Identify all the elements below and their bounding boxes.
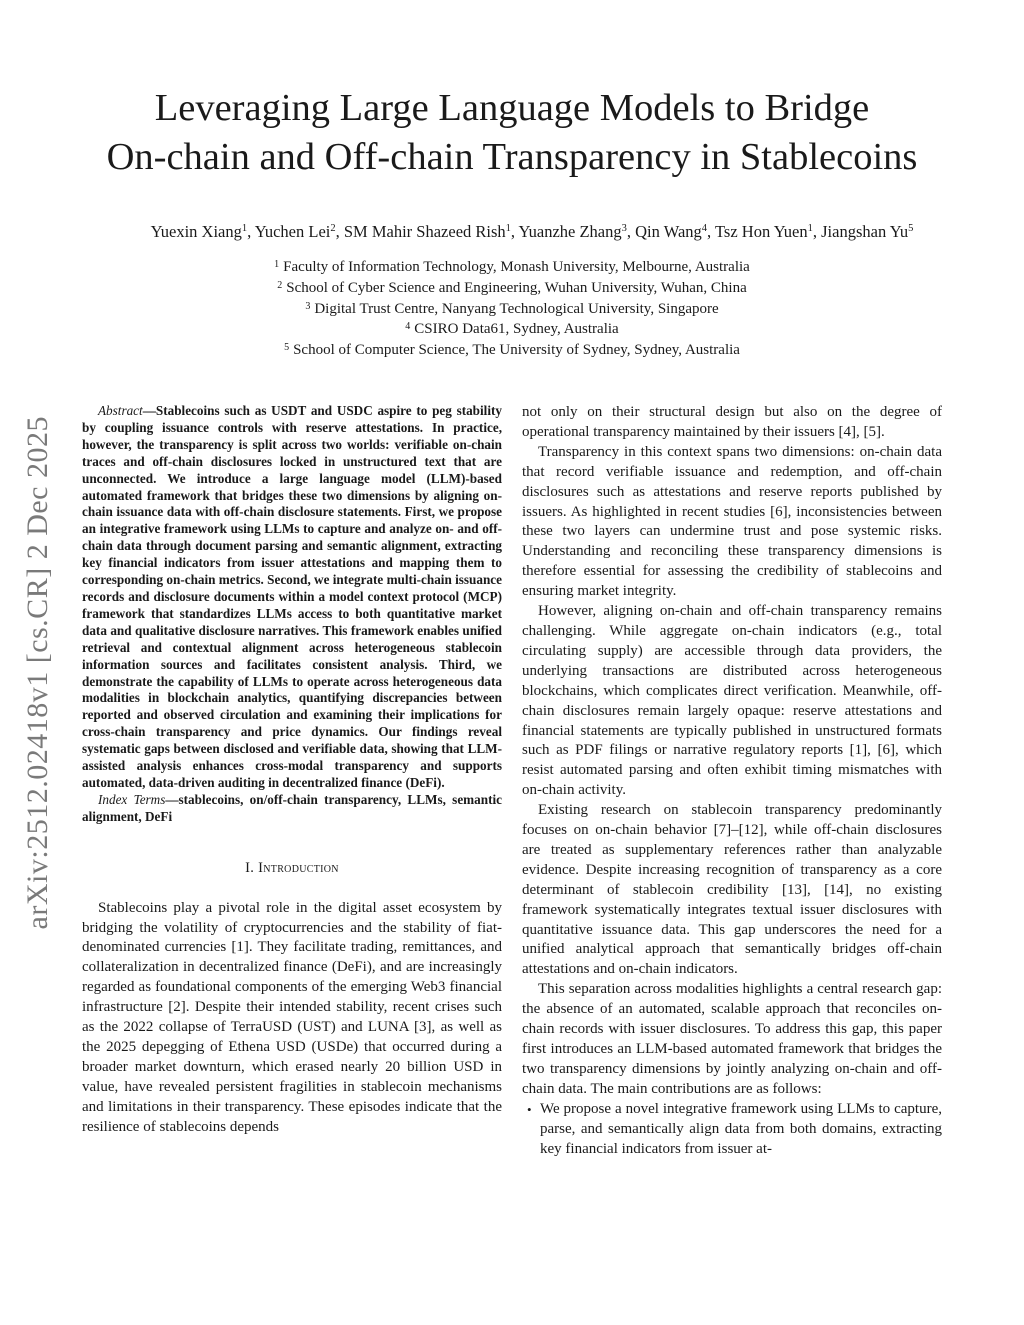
author: Jiangshan Yu$^5$ [821, 222, 914, 241]
paper-title [60, 84, 964, 182]
author: SM Mahir Shazeed Rish$^1$ [343, 222, 511, 241]
contributions-list [522, 1100, 942, 1160]
intro-paragraph: However, aligning on-chain and off-chain transparency remains challenging. While aggregate on-chain indicators (e.g., total circulating supply) are accessible through data providers, the underlying transactions are distributed across heterogeneous blockchains, which complicates direct verification. Meanwhile, off-chain disclosures remain largely opaque: reserve attestations and financial statements are typically published in unstructured formats such as PDF filings or narrative regulatory reports [1], [6], which resist automated parsing and often exhibit timing mismatches with on-chain activity. [522, 603, 942, 799]
affiliation: $^2$ School of Cyber Science and Engineering, Wuhan University, Wuhan, China [277, 279, 747, 296]
bullet-icon: • [527, 1101, 532, 1117]
affiliation: $^1$ Faculty of Information Technology, Monash University, Melbourne, Australia [274, 259, 750, 275]
author-list: Yuexin Xiang$^1$, Yuchen Lei$^2$, SM Mahir Shazeed Rish$^1$, Yuanzhe Zhang$^3$, Qin Wang$^4$, Tsz Hon Yuen$^1$, Jiangshan Yu$^5$ [150, 222, 914, 241]
author: Yuexin Xiang$^1$ [150, 222, 248, 241]
index-terms [82, 792, 502, 826]
intro-paragraph: Stablecoins play a pivotal role in the digital asset ecosystem by bridging the volatility of cryptocurrencies and the stability of fiat-denominated currencies [1]. They facilitate trading, remittances, and collateralization in decentralized finance (DeFi), and are increasingly regarded as foundational components of the emerging Web3 financial infrastructure [2]. Despite their intended stability, recent crises such as the 2022 collapse of TerraUSD (UST) and LUNA [3], as well as the 2025 depegging of Ethena USD (USDe) that occurred during a broader market downturn, which erased nearly 20 billion USD in value, have revealed persistent fragilities in stablecoin mechanisms and limitations in their transparency. These episodes indicate that the resilience of stablecoins depends [82, 899, 502, 1135]
title-line-1: Leveraging Large Language Models to Bridge [154, 87, 870, 129]
author: Qin Wang$^4$ [635, 222, 708, 241]
index-terms-text: —stablecoins, on/off-chain transparency, LLMs, semantic alignment, DeFi [82, 791, 502, 824]
intro-paragraph-continuation: not only on their structural design but also on the degree of operational transparency maintained by their issuers [4], [5]. [522, 404, 942, 440]
affiliation: $^3$ Digital Trust Centre, Nanyang Technological University, Singapore [305, 300, 719, 317]
index-terms-label: Index Terms [98, 791, 166, 807]
author: Yuchen Lei$^2$ [254, 222, 336, 241]
left-column [82, 403, 502, 1138]
author: Yuanzhe Zhang$^3$ [518, 222, 627, 241]
abstract-label: Abstract [98, 403, 143, 418]
affiliation-list [60, 257, 964, 361]
arxiv-identifier-text: arXiv:2512.02418v1 [cs.CR] 2 Dec 2025 [21, 415, 54, 930]
affiliation: $^5$ School of Computer Science, The University of Sydney, Sydney, Australia [284, 342, 740, 359]
intro-paragraph: Transparency in this context spans two dimensions: on-chain data that record verifiable issuance and redemption, and off-chain disclosures such as attestations and reserve reports published by issuers. As highlighted in recent studies [6], inconsistencies between these two layers can undermine trust and pose systemic risks. Understanding and reconciling these transparency dimensions is therefore essential for assessing the credibility of stablecoins and ensuring market integrity. [522, 443, 942, 600]
intro-paragraph: This separation across modalities highlights a central research gap: the absence of an automated, scalable approach that reconciles on-chain records with issuer disclosures. To address this gap, this paper first introduces an LLM-based automated framework that bridges the two transparency dimensions by jointly analyzing on-chain and off-chain data. The main contributions are as follows: [522, 981, 942, 1097]
author: Tsz Hon Yuen$^1$ [715, 222, 813, 241]
title-line-2: On-chain and Off-chain Transparency in Stablecoins [106, 136, 918, 178]
list-item: • We propose a novel integrative framework using LLMs to capture, parse, and semantically align data from both domains, extracting key financial indicators from issuer at- [527, 1100, 942, 1157]
right-column [522, 403, 942, 1159]
section-heading-introduction: I. Introduction [245, 859, 339, 876]
intro-paragraph: Existing research on stablecoin transparency predominantly focuses on on-chain behavior [7]–[12], while off-chain disclosures are treated as supplementary references rather than analyzable evidence. Despite increasing recognition of transparency as a core determinant of stablecoin credibility [13], [14], no existing framework systematically integrates textual issuer disclosures with quantitative issuance data. This gap underscores the need for a unified analytical approach that semantically bridges off-chain attestations and on-chain indicators. [522, 802, 942, 978]
affiliation: $^4$ CSIRO Data61, Sydney, Australia [405, 321, 619, 338]
abstract [82, 403, 502, 792]
abstract-text: —Stablecoins such as USDT and USDC aspire to peg stability by coupling issuance controls with reserve attestations. In practice, however, the transparency is split across two worlds: verifiable on-chain traces and off-chain disclosures locked in unstructured text that are unconnected. We introduce a large language model (LLM)-based automated framework that bridges these two dimensions by aligning on-chain issuance data with off-chain disclosure statements. First, we propose an integrative framework using LLMs to capture and analyze on- and off-chain data through document parsing and semantic alignment, extracting key financial indicators from issuer attestations and mapping them to corresponding on-chain metrics. Second, we integrate multi-chain issuance records and disclosure documents within a model context protocol (MCP) framework that standardizes LLMs access to both quantitative market data and qualitative disclosure narratives. This framework enables unified retrieval and contextual alignment across heterogeneous stablecoin information sources and facilitates consistent analysis. Third, we demonstrate the capability of LLMs to operate across heterogeneous data modalities in blockchain analytics, quantifying discrepancies between reported and observed circulation and examining their implications for cross-chain transparency and price dynamics. Our findings reveal systematic gaps between disclosed and verifiable data, showing that LLM-assisted analysis enhances cross-modal transparency and supports automated, data-driven auditing in decentralized finance (DeFi). [82, 403, 502, 790]
arxiv-identifier [16, 380, 60, 965]
